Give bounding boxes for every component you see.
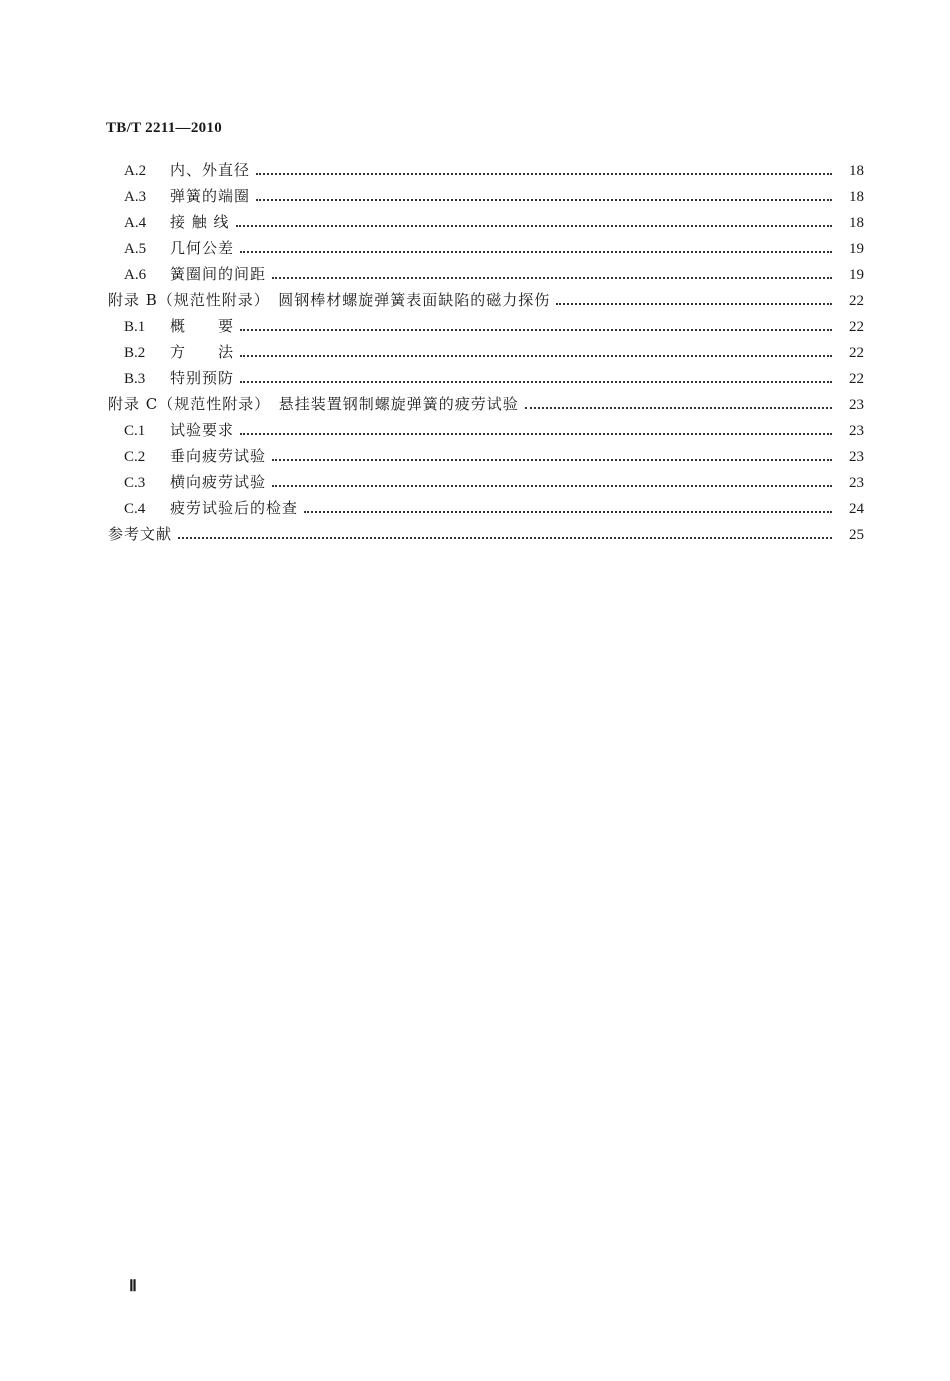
standard-code-header: TB/T 2211—2010 [106,120,223,136]
toc-entry[interactable] [108,338,864,362]
toc-entry-title: 疲劳试验后的检查 [170,499,299,517]
toc-entry[interactable] [108,234,864,258]
toc-entry-page: 18 [849,189,864,205]
leader-dots [556,303,832,305]
toc-entry-page: 22 [849,371,864,387]
toc-entry-title: 方 法 [170,343,235,361]
toc-entry-title: 弹簧的端圈 [170,187,251,205]
toc-entry[interactable] [108,208,864,232]
toc-entry-number: A.6 [124,267,147,283]
toc-entry-page: 25 [849,527,864,543]
leader-dots [256,173,832,175]
leader-dots [272,459,832,461]
toc-entry-title: 参考文献 [108,525,173,543]
toc-entry-number: B.1 [124,319,146,335]
toc-entry-title: 特别预防 [170,369,235,387]
toc-entry-page: 23 [849,475,864,491]
toc-entry-number: C.1 [124,423,146,439]
toc-entry-page: 24 [849,501,864,517]
leader-dots [240,433,832,435]
toc-entry[interactable] [108,494,864,518]
toc-entry-title: 接 触 线 [170,213,230,231]
leader-dots [240,355,832,357]
toc-entry[interactable] [108,442,864,466]
toc-references-entry[interactable] [108,520,864,544]
toc-entry[interactable] [108,364,864,388]
toc-entry-page: 19 [849,241,864,257]
leader-dots [256,199,832,201]
leader-dots [240,329,832,331]
toc-entry[interactable] [108,156,864,180]
toc-entry-title: 附录 C（规范性附录） 悬挂装置钢制螺旋弹簧的疲劳试验 [108,395,519,413]
toc-entry-page: 22 [849,293,864,309]
toc-entry-number: C.3 [124,475,146,491]
leader-dots [525,407,832,409]
leader-dots [240,381,832,383]
toc-entry-number: C.2 [124,449,146,465]
toc-entry-title: 内、外直径 [170,161,251,179]
toc-entry-number: C.4 [124,501,146,517]
leader-dots [304,511,832,513]
toc-appendix-entry[interactable] [108,286,864,310]
toc-entry[interactable] [108,260,864,284]
toc-entry-page: 19 [849,267,864,283]
toc-entry[interactable] [108,312,864,336]
toc-entry-title: 概 要 [170,317,235,335]
toc-entry-page: 22 [849,345,864,361]
toc-entry-title: 几何公差 [170,239,235,257]
toc-entry-title: 簧圈间的间距 [170,265,267,283]
toc-entry-page: 18 [849,215,864,231]
toc-entry[interactable] [108,416,864,440]
toc-entry-page: 23 [849,397,864,413]
toc-entry-title: 横向疲劳试验 [170,473,267,491]
toc-entry-title: 垂向疲劳试验 [170,447,267,465]
toc-entry-title: 试验要求 [170,421,235,439]
toc-entry[interactable] [108,468,864,492]
page-number-footer: Ⅱ [129,1278,137,1295]
toc-entry-page: 23 [849,449,864,465]
leader-dots [240,251,832,253]
toc-entry-page: 18 [849,163,864,179]
leader-dots [272,277,832,279]
toc-entry[interactable] [108,182,864,206]
toc-entry-number: A.2 [124,163,147,179]
leader-dots [236,225,832,227]
toc-entry-number: B.3 [124,371,146,387]
toc-entry-page: 23 [849,423,864,439]
toc-entry-number: A.4 [124,215,147,231]
leader-dots [272,485,832,487]
toc-appendix-entry[interactable] [108,390,864,414]
toc-entry-number: A.5 [124,241,147,257]
toc-entry-number: A.3 [124,189,147,205]
toc-entry-title: 附录 B（规范性附录） 圆钢棒材螺旋弹簧表面缺陷的磁力探伤 [108,291,551,309]
toc-entry-number: B.2 [124,345,146,361]
toc-entry-page: 22 [849,319,864,335]
leader-dots [178,537,832,539]
